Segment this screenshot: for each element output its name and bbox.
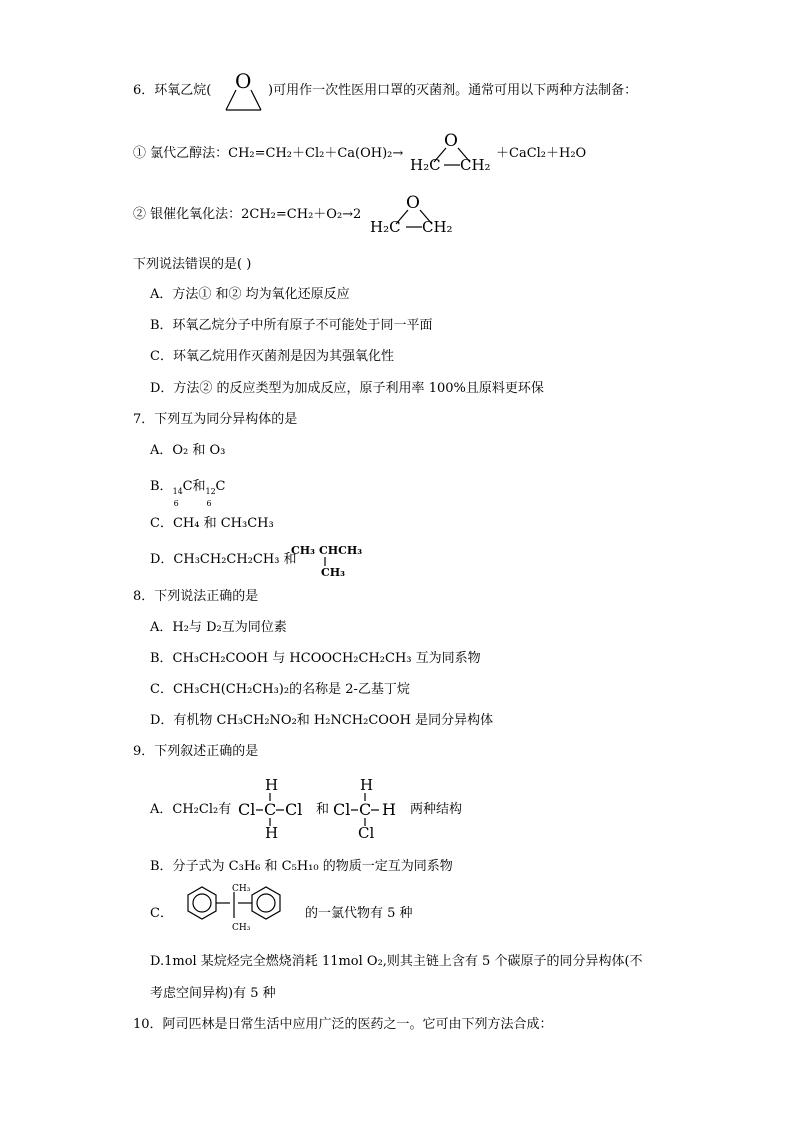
svg-text:H₂C: H₂C	[370, 218, 401, 236]
svg-text:CH₃: CH₃	[232, 923, 251, 933]
q6-prefix: 6．环氧乙烷(	[133, 83, 212, 98]
q6-suffix: )可用作一次性医用口罩的灭菌剂。通常可用以下两种方法制备：	[268, 83, 638, 98]
svg-text:O: O	[444, 131, 458, 151]
svg-text:O: O	[406, 193, 420, 213]
svg-text:H: H	[265, 776, 279, 794]
diphenylpropane-structure	[176, 880, 300, 940]
q6-question: 下列说法错误的是( )	[133, 257, 252, 272]
q9-option-a-suffix: 两种结构	[410, 802, 463, 817]
q8-stem: 8．下列说法正确的是	[133, 589, 259, 604]
svg-text:CHCH₃: CHCH₃	[319, 544, 363, 557]
q6-option-c: C．环氧乙烷用作灭菌剂是因为其强氧化性	[150, 349, 394, 364]
svg-text:Cl: Cl	[333, 800, 351, 819]
q7-stem: 7．下列互为同分异构体的是	[133, 412, 298, 427]
svg-text:CH₃: CH₃	[321, 566, 345, 579]
q9-and: 和	[316, 802, 330, 817]
dichloromethane-structure-2	[333, 775, 405, 841]
q9-option-d-line2: 考虑空间异构)有 5 种	[150, 986, 276, 1001]
q6-stem	[133, 82, 211, 100]
q6-method1: ① 氯代乙醇法：CH₂=CH₂＋Cl₂＋Ca(OH)₂→	[133, 146, 404, 161]
isobutane-structure	[291, 540, 371, 580]
svg-text:O: O	[235, 70, 252, 93]
q6-method2: ② 银催化氧化法：2CH₂=CH₂＋O₂→2	[133, 207, 362, 222]
q6-option-b: B．环氧乙烷分子中所有原子不可能处于同一平面	[150, 318, 433, 333]
dichloromethane-structure-1	[238, 775, 310, 841]
svg-text:C: C	[359, 800, 372, 819]
q9-option-c-suffix: 的一氯代物有 5 种	[305, 906, 413, 921]
svg-text:CH₃: CH₃	[291, 544, 315, 557]
q8-option-a: A．H₂与 D₂互为同位素	[150, 620, 287, 635]
svg-text:H₂C: H₂C	[410, 156, 441, 174]
q7-option-a: A．O₂ 和 O₃	[150, 443, 226, 458]
svg-text:CH₂: CH₂	[460, 156, 491, 174]
q8-option-b: B．CH₃CH₂COOH 与 HCOOCH₂CH₂CH₃ 互为同系物	[150, 651, 481, 666]
svg-text:H: H	[265, 824, 279, 841]
q9-option-d-line1: D.1mol 某烷烃完全燃烧消耗 11mol O₂,则其主链上含有 5 个碳原子的同分异构体(不	[150, 954, 643, 969]
epoxide-structure-1	[410, 126, 494, 178]
svg-text:H: H	[382, 800, 396, 819]
q8-option-c: C．CH₃CH(CH₂CH₃)₂的名称是 2-乙基丁烷	[150, 682, 410, 697]
q6-method1-tail: ＋CaCl₂＋H₂O	[496, 146, 587, 161]
q6-option-a: A．方法① 和② 均为氧化还原反应	[150, 287, 350, 302]
svg-text:Cl: Cl	[358, 824, 375, 841]
q7-option-c: C．CH₄ 和 CH₃CH₃	[150, 516, 274, 531]
svg-text:CH₃: CH₃	[232, 884, 251, 894]
q7-option-b: B． 14 6 C和 12 6 C	[150, 479, 226, 508]
svg-text:C: C	[264, 800, 277, 819]
q6-option-d: D．方法② 的反应类型为加成反应，原子利用率 100%且原料更环保	[150, 381, 544, 396]
svg-text:H: H	[360, 776, 374, 794]
svg-text:CH₂: CH₂	[422, 218, 453, 236]
q9-option-c-prefix: C．	[150, 906, 173, 921]
q9-option-b: B．分子式为 C₃H₆ 和 C₅H₁₀ 的物质一定互为同系物	[150, 859, 453, 874]
epoxide-ring-icon	[222, 70, 266, 114]
q10-stem: 10．阿司匹林是日常生活中应用广泛的医药之一。它可由下列方法合成：	[133, 1017, 553, 1032]
q9-stem: 9．下列叙述正确的是	[133, 744, 259, 759]
q7-option-d: D．CH₃CH₂CH₂CH₃ 和	[150, 552, 297, 567]
svg-text:Cl: Cl	[238, 800, 256, 819]
q9-option-a-prefix: A．CH₂Cl₂有	[150, 802, 232, 817]
epoxide-structure-2	[370, 188, 460, 240]
q8-option-d: D．有机物 CH₃CH₂NO₂和 H₂NCH₂COOH 是同分异构体	[150, 713, 494, 728]
svg-text:Cl: Cl	[285, 800, 303, 819]
